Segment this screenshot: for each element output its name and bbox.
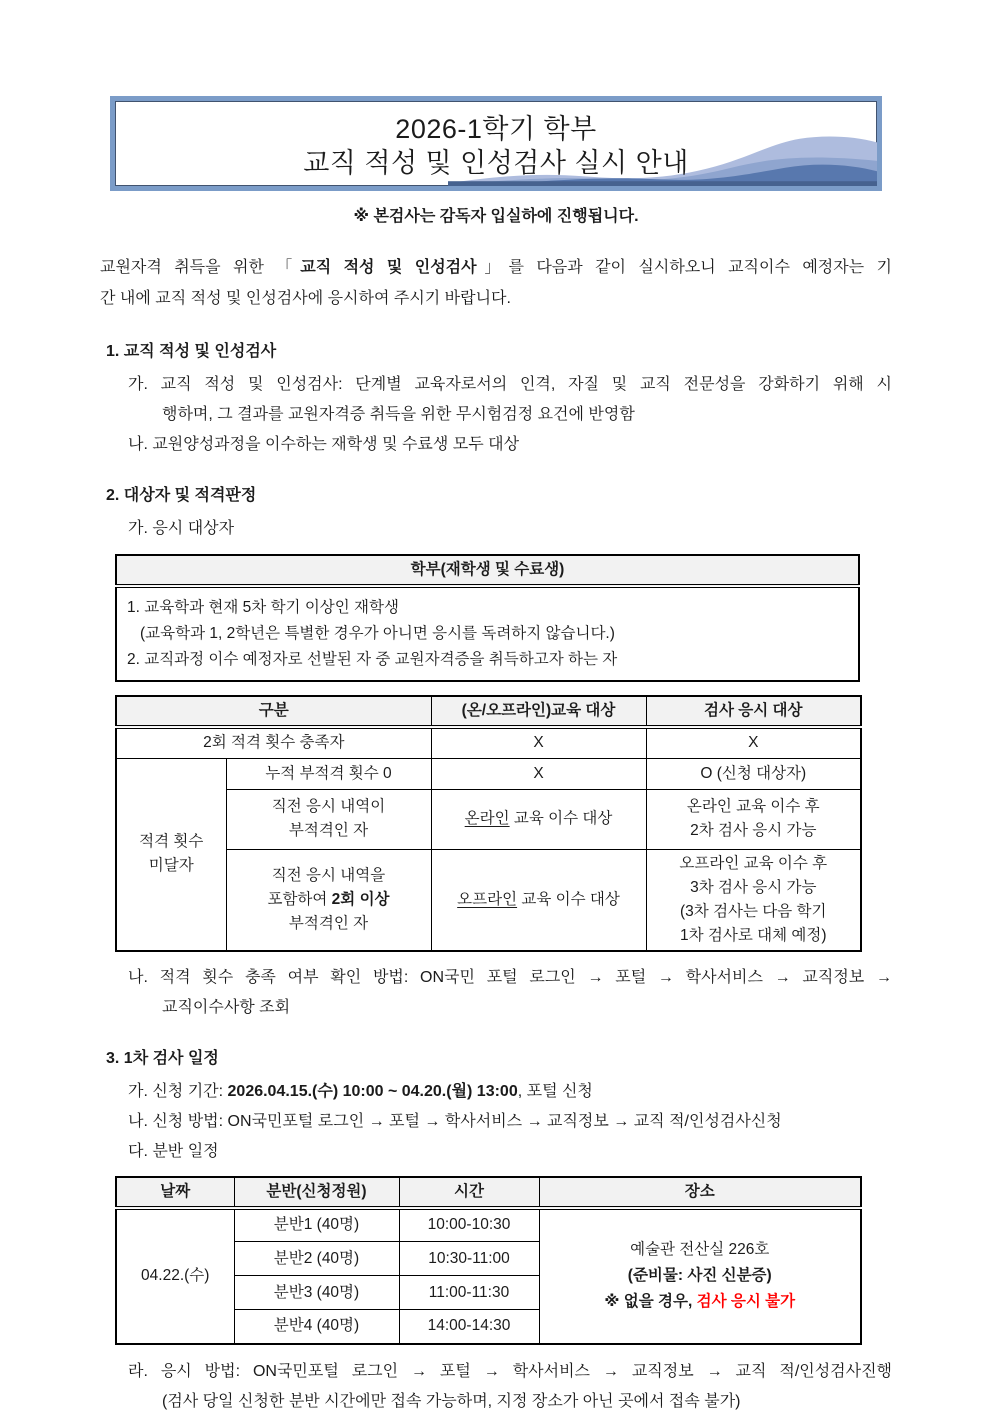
apply-period-value: 2026.04.15.(수) 10:00 ~ 04.20.(월) 13:00 (227, 1082, 518, 1100)
edu-cell (431, 789, 646, 849)
edu-underlined: 온라인 (464, 810, 510, 827)
applicants-table-body-cell (116, 586, 859, 681)
section1-heading: 1. 교직 적성 및 인성검사 (106, 343, 277, 360)
section-cell: 분반3 (40명) (234, 1276, 399, 1310)
group-label-line1: 적격 횟수 (139, 833, 204, 850)
intro-paragraph (100, 252, 892, 314)
col-header-section: 분반(신청정원) (234, 1177, 399, 1208)
test-line2: 3차 검사 응시 가능 (690, 878, 817, 896)
eligibility-row-offline (116, 849, 861, 951)
eligibility-row-satisfied (116, 727, 861, 758)
sub-label-bold: 2회 이상 (331, 890, 390, 908)
section1-item-na: 나. 교원양성과정을 이수하는 재학생 및 수료생 모두 대상 (128, 436, 520, 453)
section3-heading: 3. 1차 검사 일정 (106, 1049, 219, 1067)
place-warning-prefix: ※ 없을 경우, (604, 1293, 697, 1310)
eligibility-table (115, 695, 862, 952)
applicants-line1: 1. 교육학과 현재 5차 학기 이상인 재학생 (127, 599, 399, 616)
schedule-table (115, 1176, 862, 1345)
sub-label-cell (226, 849, 431, 951)
intro-text: 」를 다음과 같이 실시하오니 교직이수 예정자는 기 (476, 259, 892, 276)
intro-bold-text: 교직 적성 및 인성검사 (300, 259, 477, 276)
document-title-line1: 2026-1학기 학부 (395, 114, 597, 144)
applicants-line3: 2. 교직과정 이수 예정자로 선발된 자 중 교원자격증을 취득하고자 하는 자 (127, 651, 618, 668)
sub-label-line1: 직전 응시 내역이 (271, 798, 386, 815)
section-cell: 분반4 (40명) (234, 1310, 399, 1344)
apply-period-suffix: , 포털 신청 (517, 1082, 593, 1100)
sub-label-pre: 포함하여 (267, 890, 332, 908)
time-cell: 11:00-11:30 (399, 1276, 539, 1310)
schedule-row (116, 1208, 861, 1242)
sub-label-line3: 부적격인 자 (288, 914, 369, 932)
supervision-notice: ※ 본검사는 감독자 입실하에 진행됩니다. (353, 208, 639, 225)
test-line4: 1차 검사로 대체 예정) (680, 926, 827, 944)
section3-item-ga (128, 1077, 892, 1107)
time-cell: 14:00-14:30 (399, 1310, 539, 1344)
section3-item-na: 나. 신청 방법: ON국민포털 로그인 → 포털 → 학사서비스 → 교직정보 → 교직 적/인성검사신청 (128, 1112, 782, 1130)
apply-period-label: 가. 신청 기간: (128, 1082, 228, 1100)
sub-label-line1: 직전 응시 내역을 (271, 866, 386, 884)
edu-cell: X (431, 758, 646, 789)
sub-label-line2: 부적격인 자 (288, 822, 369, 839)
applicants-line2: (교육학과 1, 2학년은 특별한 경우가 아니면 응시를 독려하지 않습니다.) (140, 625, 615, 642)
test-line3: (3차 검사는 다음 학기 (680, 902, 827, 920)
time-cell: 10:30-11:00 (399, 1242, 539, 1276)
group-label-cell (116, 758, 226, 951)
edu-cell (431, 849, 646, 951)
section-cell: 분반1 (40명) (234, 1208, 399, 1242)
document-title-line2: 교직 적성 및 인성검사 실시 안내 (303, 148, 689, 178)
applicants-table-header-row (116, 555, 859, 586)
col-header-time: 시간 (399, 1177, 539, 1208)
section1-item-ga (128, 370, 892, 430)
date-cell: 04.22.(수) (116, 1208, 234, 1344)
section2-na-line1: 나. 적격 횟수 충족 여부 확인 방법: ON국민 포털 로그인 → 포털 → 학사서비스 → 교직정보 → (128, 968, 892, 986)
title-box (110, 96, 882, 191)
eligibility-row-zero-fail (116, 758, 861, 789)
section3-item-ra (128, 1357, 892, 1417)
schedule-header-row (116, 1177, 861, 1208)
place-line2: (준비물: 사진 신분증) (627, 1267, 772, 1284)
test-line2: 2차 검사 응시 가능 (690, 822, 817, 839)
section2-item-na (128, 963, 892, 1023)
place-line3 (544, 1289, 857, 1315)
section2-na-line2: 교직이수사항 조회 (162, 998, 291, 1016)
col-header-place: 장소 (539, 1177, 861, 1208)
test-cell: X (646, 727, 861, 758)
sub-label-cell (226, 789, 431, 849)
section3-ra-line2: (검사 당일 신청한 분반 시간에만 접속 가능하며, 지정 장소가 아닌 곳에서 접속 불가) (162, 1392, 741, 1410)
eligibility-header-row (116, 696, 861, 727)
sub-label-line2 (231, 888, 427, 912)
test-line1: 온라인 교육 이수 후 (686, 798, 820, 815)
place-line1: 예술관 전산실 226호 (630, 1241, 770, 1258)
sub-label-cell: 누적 부적격 횟수 0 (226, 758, 431, 789)
applicants-table-body-row (116, 586, 859, 681)
col-header-gubun: 구분 (116, 696, 431, 727)
applicants-table-header: 학부(재학생 및 수료생) (116, 555, 859, 586)
time-cell: 10:00-10:30 (399, 1208, 539, 1242)
section1-ga-line2: 행하며, 그 결과를 교원자격증 취득을 위한 무시험검정 요건에 반영함 (162, 406, 635, 423)
section3-item-da: 다. 분반 일정 (128, 1142, 219, 1160)
test-line1: 오프라인 교육 이수 후 (679, 854, 828, 872)
test-cell: O (신청 대상자) (646, 758, 861, 789)
intro-text: 교원자격 취득을 위한 「 (100, 259, 301, 276)
group-label-line2: 미달자 (148, 857, 194, 874)
test-cell (646, 789, 861, 849)
intro-line1 (100, 252, 892, 283)
section2-heading: 2. 대상자 및 적격판정 (106, 487, 257, 504)
section-cell: 분반2 (40명) (234, 1242, 399, 1276)
section1-ga-line1: 가. 교직 적성 및 인성검사: 단계별 교육자로서의 인격, 자질 및 교직 전문성을 강화하기 위해 시 (128, 376, 892, 393)
col-header-date: 날짜 (116, 1177, 234, 1208)
col-header-education-target: (온/오프라인)교육 대상 (431, 696, 646, 727)
edu-underlined: 오프라인 (457, 890, 518, 908)
edu-rest: 교육 이수 대상 (509, 810, 613, 827)
section3-ra-line1: 라. 응시 방법: ON국민포털 로그인 → 포털 → 학사서비스 → 교직정보 → 교직 적/인성검사진행 (128, 1362, 892, 1380)
section2-item-ga: 가. 응시 대상자 (128, 520, 235, 537)
eligibility-row-online (116, 789, 861, 849)
col-header-test-target: 검사 응시 대상 (646, 696, 861, 727)
row-label-cell: 2회 적격 횟수 충족자 (116, 727, 431, 758)
place-warning-red: 검사 응시 불가 (696, 1293, 796, 1310)
applicants-table (115, 554, 860, 682)
test-cell (646, 849, 861, 951)
place-cell (539, 1208, 861, 1344)
edu-cell: X (431, 727, 646, 758)
intro-line2: 간 내에 교직 적성 및 인성검사에 응시하여 주시기 바랍니다. (100, 290, 511, 307)
edu-rest: 교육 이수 대상 (517, 890, 620, 908)
